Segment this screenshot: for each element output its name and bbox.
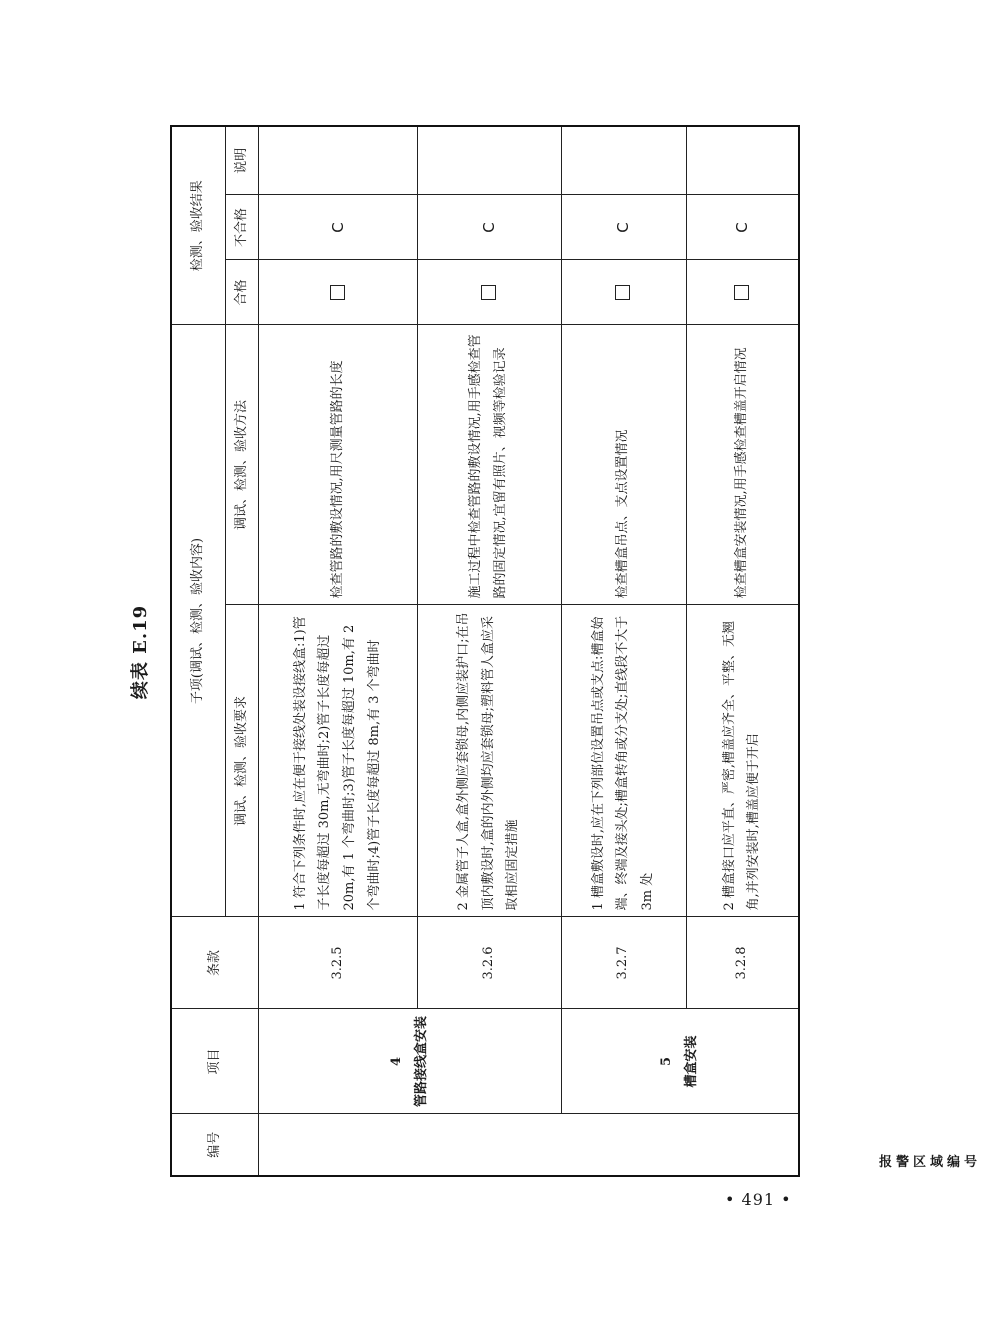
note-cell bbox=[686, 126, 799, 195]
rotated-page-content bbox=[130, 127, 981, 1177]
header-no: 编号 bbox=[171, 1114, 259, 1176]
inspection-table bbox=[170, 125, 981, 1177]
method-cell: 检查管路的敷设情况,用尺测量管路的长度 bbox=[259, 325, 418, 605]
project-group-4 bbox=[259, 1009, 562, 1114]
header-pass: 合格 bbox=[225, 260, 258, 325]
clause-cell: 3.2.5 bbox=[259, 917, 418, 1009]
method-cell: 施工过程中检查管路的敷设情况,用手感检查管路的固定情况,宜留有照片、视频等检验记录 bbox=[417, 325, 561, 605]
clause-cell: 3.2.8 bbox=[686, 917, 799, 1009]
checkbox-icon[interactable] bbox=[481, 285, 496, 300]
checkbox-icon[interactable] bbox=[615, 285, 630, 300]
table-caption: 续表 E.19 bbox=[130, 604, 151, 700]
note-cell bbox=[259, 126, 418, 195]
note-cell bbox=[561, 126, 686, 195]
note-cell bbox=[417, 126, 561, 195]
zone-cell bbox=[259, 1114, 981, 1176]
clause-cell: 3.2.6 bbox=[417, 917, 561, 1009]
method-cell: 检查槽盒吊点、支点设置情况 bbox=[561, 325, 686, 605]
project-group-5 bbox=[561, 1009, 799, 1114]
project-number: 4 bbox=[389, 1056, 405, 1067]
pass-checkbox-cell[interactable] bbox=[417, 260, 561, 325]
header-note: 说明 bbox=[225, 126, 258, 195]
checkbox-icon[interactable] bbox=[330, 285, 345, 300]
requirement-cell: 1 符合下列条件时,应在便于接线处装设接线盒:1)管子长度每超过 30m,无弯曲时;2)管子长度每超过 20m,有 1 个弯曲时;3)管子长度每超过 10m,有 2 个弯曲时;4)管子长度每超过 8m,有 3 个弯曲时 bbox=[259, 605, 418, 917]
header-result: 检测、验收结果 bbox=[171, 126, 225, 325]
table-row bbox=[561, 126, 686, 1176]
zone-label: 报警区域编号 bbox=[879, 1155, 981, 1170]
header-row-1 bbox=[171, 126, 225, 1176]
fail-cell: C bbox=[561, 195, 686, 260]
project-name: 槽盒安装 bbox=[683, 1035, 699, 1088]
pass-checkbox-cell[interactable] bbox=[686, 260, 799, 325]
fail-cell: C bbox=[686, 195, 799, 260]
checkbox-icon[interactable] bbox=[734, 285, 749, 300]
header-fail: 不合格 bbox=[225, 195, 258, 260]
project-number: 5 bbox=[659, 1056, 675, 1067]
clause-cell: 3.2.7 bbox=[561, 917, 686, 1009]
header-requirement: 调试、检测、验收要求 bbox=[225, 605, 258, 917]
table-row bbox=[259, 126, 418, 1176]
header-method: 调试、检测、验收方法 bbox=[225, 325, 258, 605]
requirement-cell: 1 槽盒敷设时,应在下列部位设置吊点或支点:槽盒始端、终端及接头处;槽盒转角或分支处;直线段不大于 3m 处 bbox=[561, 605, 686, 917]
project-name: 管路接线盒安装 bbox=[413, 1016, 429, 1108]
pass-checkbox-cell[interactable] bbox=[259, 260, 418, 325]
header-clause: 条款 bbox=[171, 917, 259, 1009]
pass-checkbox-cell[interactable] bbox=[561, 260, 686, 325]
requirement-cell: 2 槽盒接口应平直、严密,槽盖应齐全、平整、无翘角,并列安装时,槽盖应便于开启 bbox=[686, 605, 799, 917]
header-project: 项目 bbox=[171, 1009, 259, 1114]
requirement-cell: 2 金属管子人盒,盒外侧应套锁母,内侧应装护口;在吊顶内敷设时,盒的内外侧均应套锁母;塑料管人盒应采取相应固定措施 bbox=[417, 605, 561, 917]
header-sub-item: 子项(调试、检测、验收内容) bbox=[171, 325, 225, 917]
fail-cell: C bbox=[259, 195, 418, 260]
method-cell: 检查槽盒安装情况,用手感检查槽盖开启情况 bbox=[686, 325, 799, 605]
fail-cell: C bbox=[417, 195, 561, 260]
page-number: • 491 • bbox=[725, 1190, 792, 1209]
